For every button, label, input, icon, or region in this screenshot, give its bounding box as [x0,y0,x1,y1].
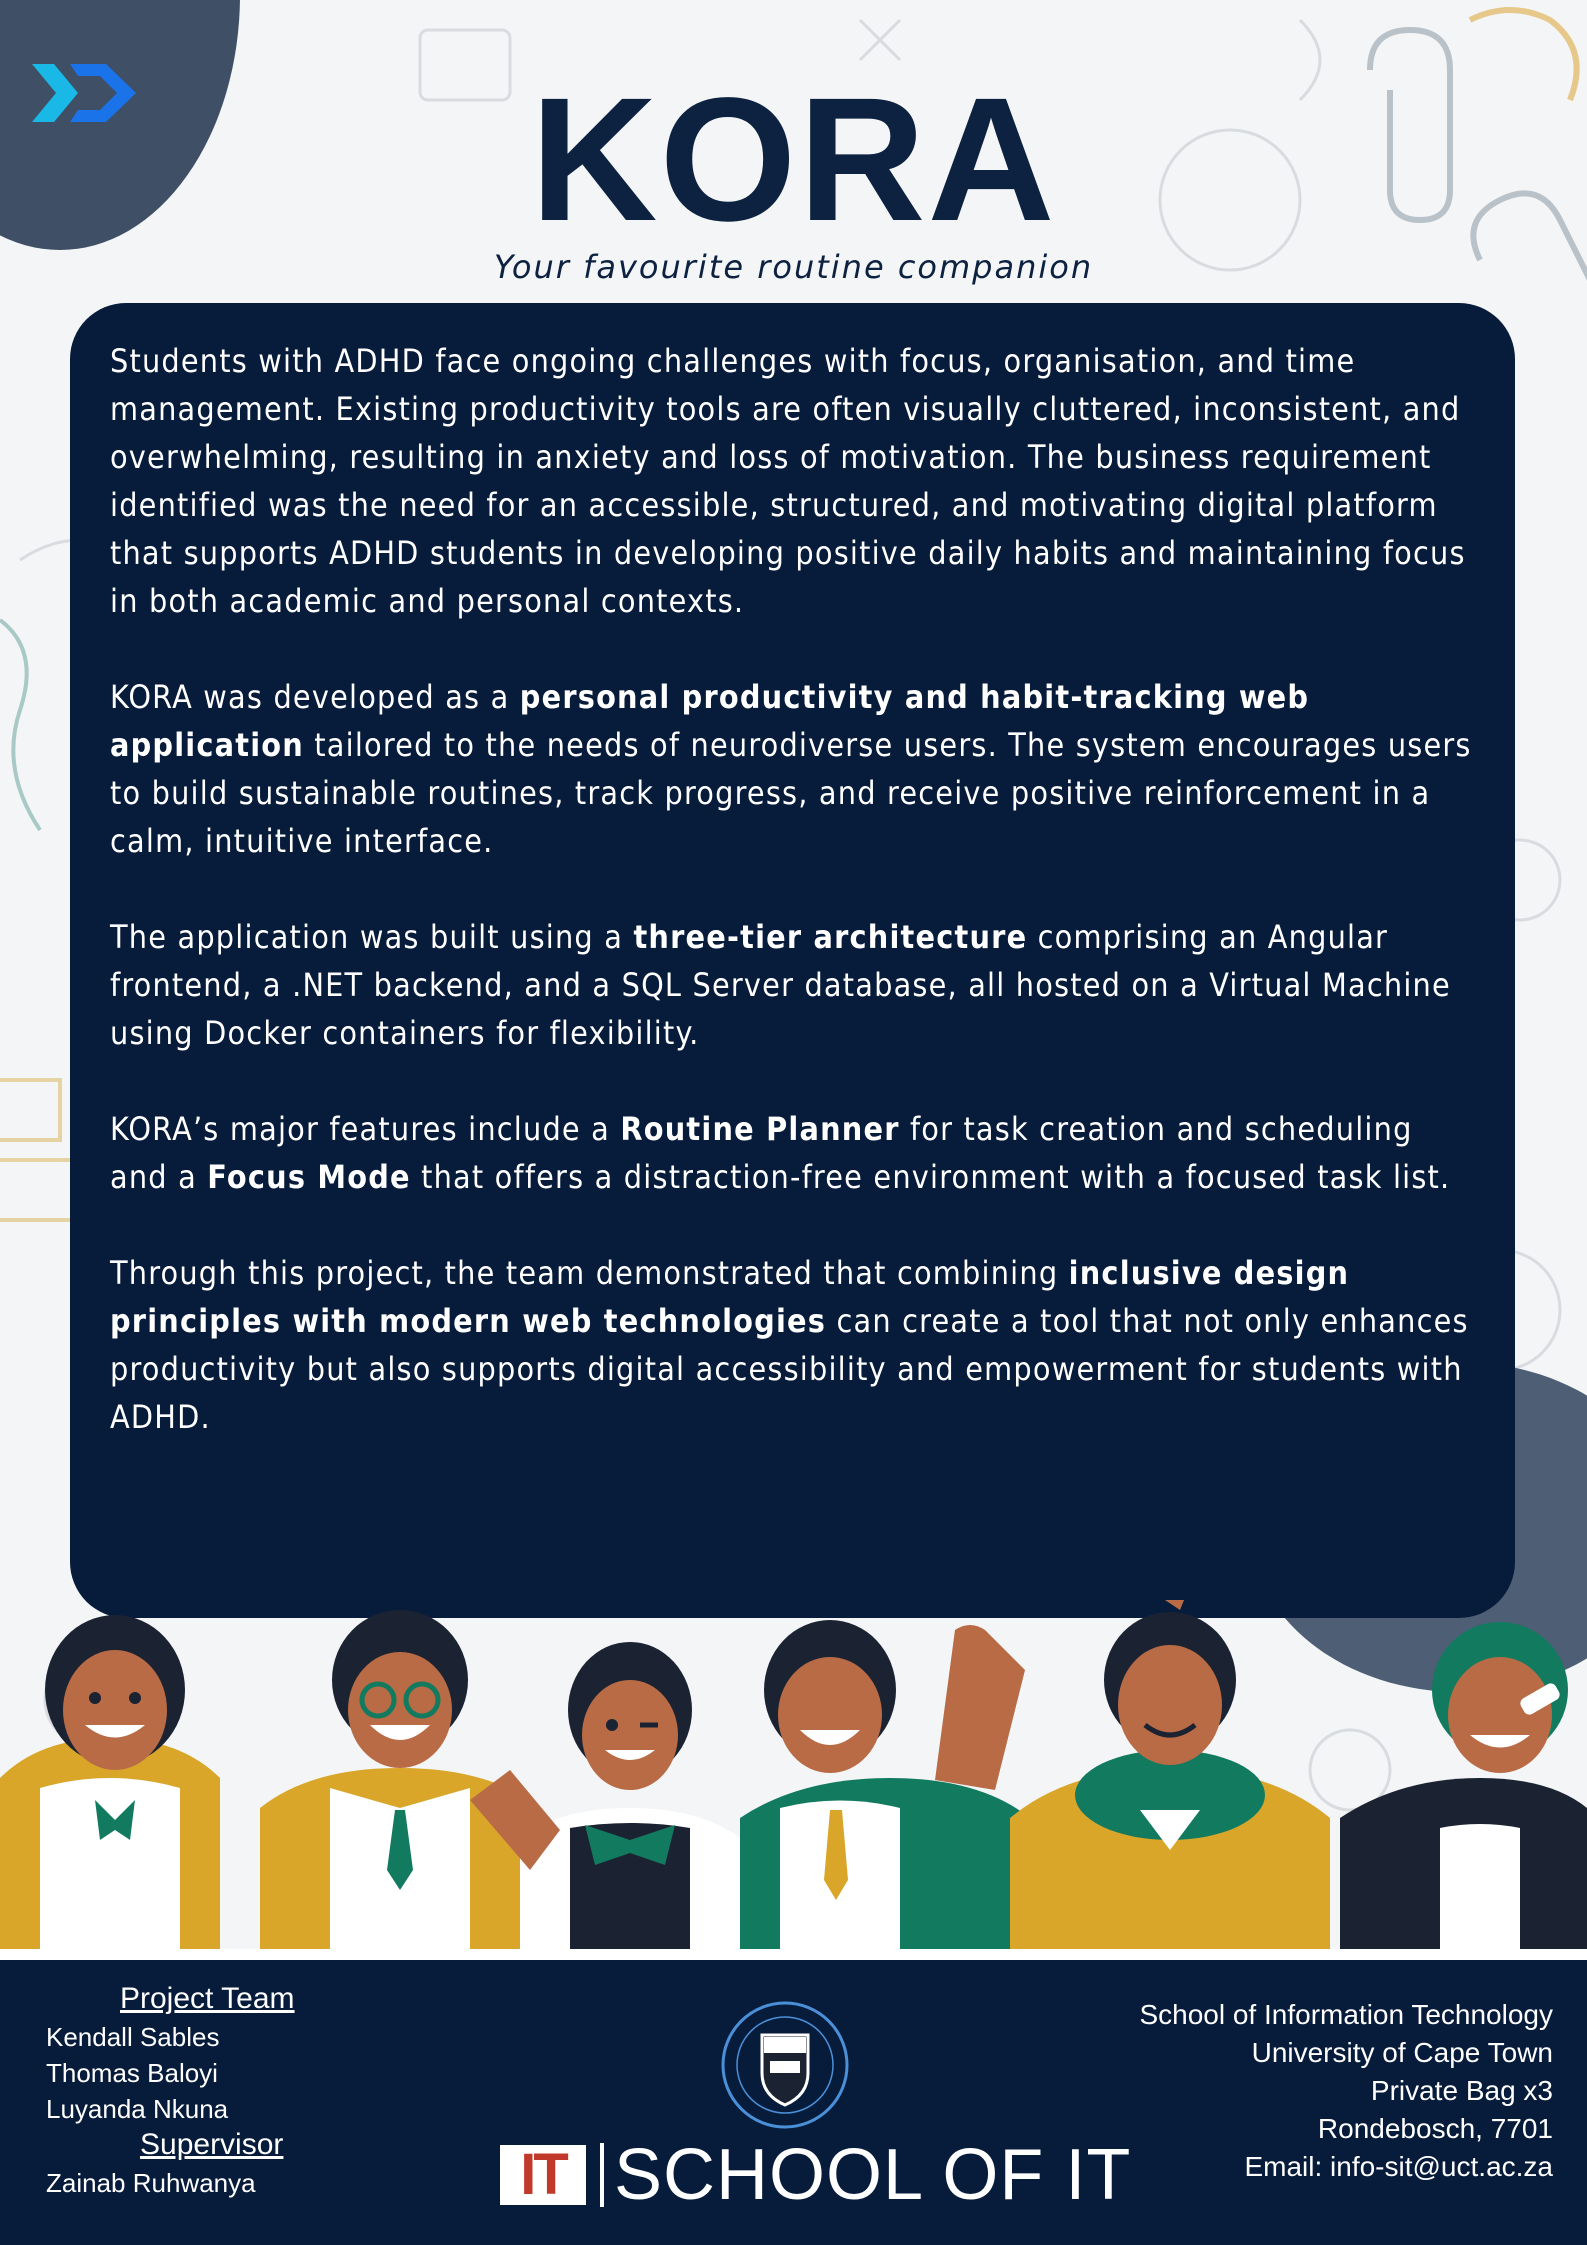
student-figure [740,1620,1030,1958]
footer-divider [0,1949,1587,1960]
tagline: Your favourite routine companion [493,248,1094,286]
student-figure [1010,1600,1330,1958]
page-title: KORA [530,62,1057,258]
team-member: Kendall Sables [46,2022,220,2052]
team-member: Luyanda Nkuna [46,2094,229,2124]
address-block [1139,1996,1553,2186]
paragraph-conclusion: Through this project, the team demonstrated that combining inclusive design principles with modern web technologies can create a tool that not only enhances productivity but also supports digital accessibility and empowerment for students with ADHD. [110,1254,1469,1436]
paragraph-solution: KORA was developed as a personal productivity and habit-tracking web application tailored to the needs of neurodiverse users. The system encourages users to build sustainable routines, track progress, and receive positive reinforcement in a calm, intuitive interface. [110,678,1472,860]
supervisor-name: Zainab Ruhwanya [46,2168,256,2198]
project-team-heading: Project Team [120,1982,295,2015]
supervisor-heading: Supervisor [140,2128,284,2161]
paragraph-architecture: The application was built using a three-tier architecture comprising an Angular frontend, a .NET backend, and a SQL Server database, all hosted on a Virtual Machine using Docker containers for flexibility. [110,918,1451,1052]
paragraph-problem: Students with ADHD face ongoing challenges with focus, organisation, and time management. Existing productivity tools are often visually cluttered, inconsistent, and overwhelming, resulting in anxiety and loss of motivation. The business requirement identified was the need for an accessible, structured, and motivating digital platform that supports ADHD students in developing positive daily habits and maintaining focus in both academic and personal contexts. [110,342,1466,620]
team-member: Thomas Baloyi [46,2058,218,2088]
school-of-it-logo [500,2130,1131,2220]
footer [0,1960,1587,2245]
paragraph-features: KORA’s major features include a Routine Planner for task creation and scheduling and a Focus Mode that offers a distraction-free environment with a focused task list. [110,1110,1451,1196]
address-line: University of Cape Town [1251,2037,1553,2068]
student-figure [1340,1622,1587,1958]
description-card [70,303,1515,1618]
it-mark: IT [500,2145,586,2205]
school-name: SCHOOL OF IT [600,2143,1131,2207]
address-line: Rondebosch, 7701 [1317,2113,1553,2144]
student-figure [0,1615,220,1958]
email-line: Email: info-sit@uct.ac.za [1244,2151,1553,2182]
address-line: School of Information Technology [1139,1999,1553,2030]
address-line: Private Bag x3 [1370,2075,1553,2106]
students-illustration [0,1600,1587,1958]
